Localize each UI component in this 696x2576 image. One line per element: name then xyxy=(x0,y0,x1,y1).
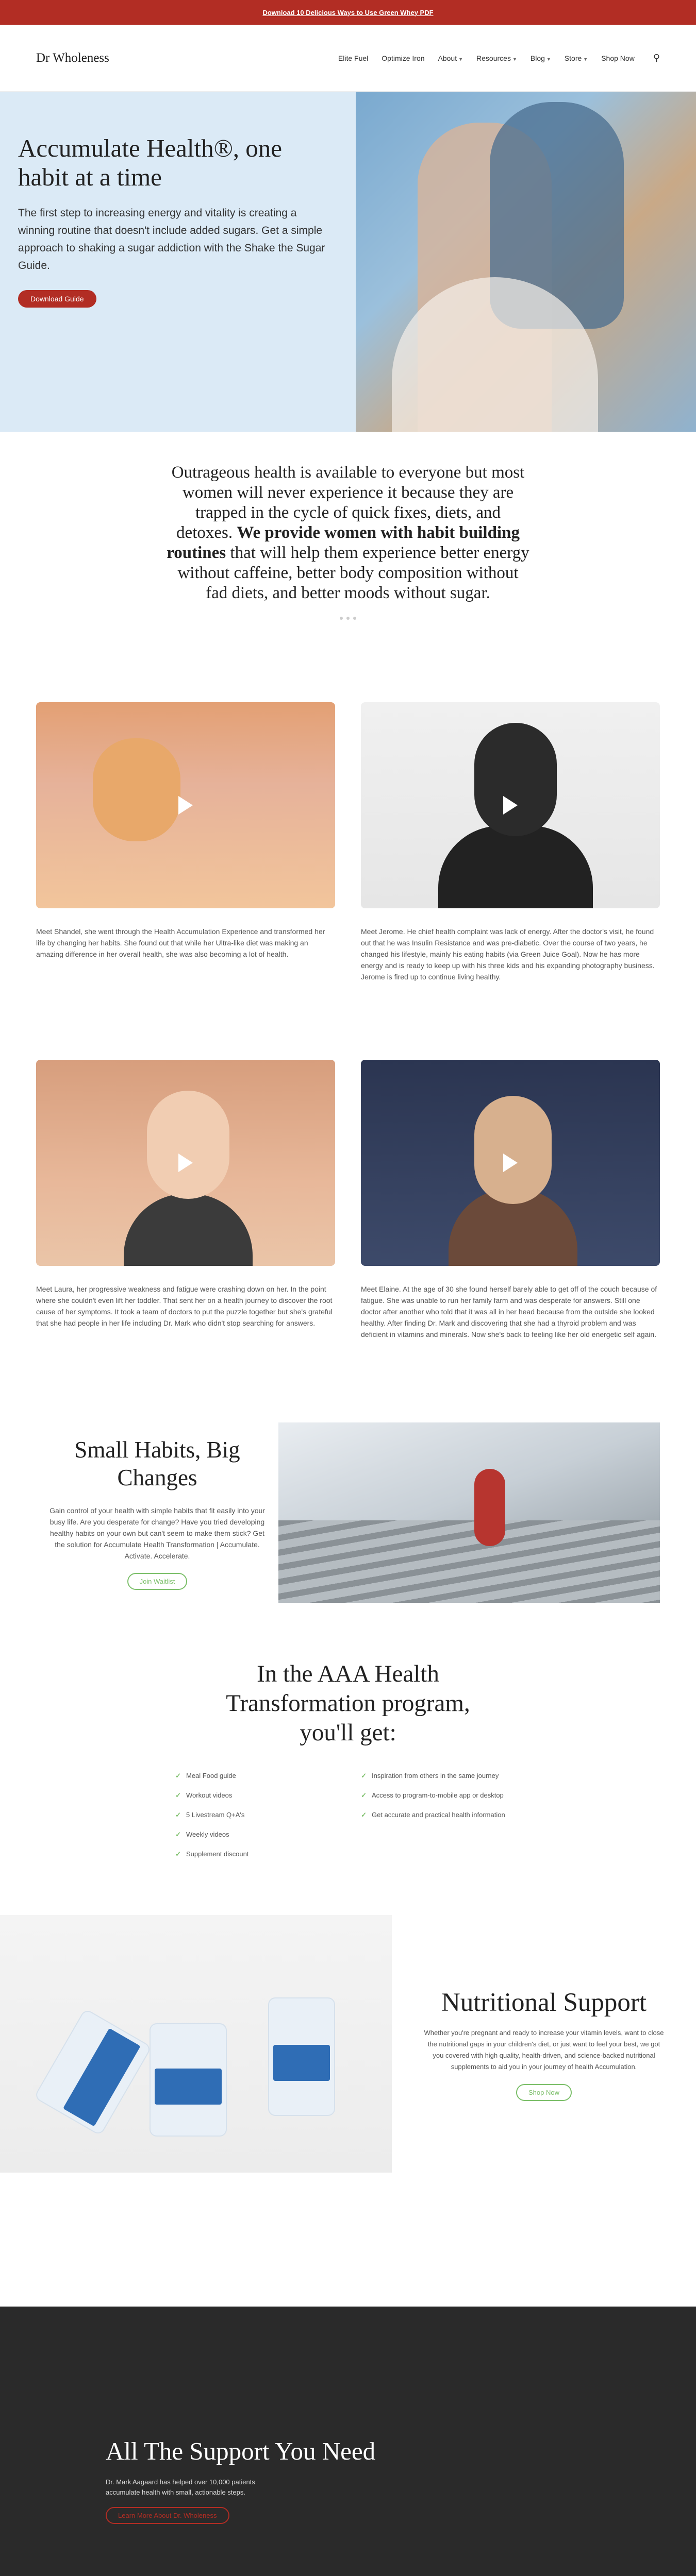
join-waitlist-button[interactable]: Join Waitlist xyxy=(127,1573,188,1590)
feature-item xyxy=(353,1790,528,1801)
testimonial-video[interactable] xyxy=(36,702,335,908)
check-icon: ✓ xyxy=(361,1811,367,1819)
feature-item xyxy=(168,1849,343,1859)
habits-text: Gain control of your health with simple habits that fit easily into your busy life. Are you desperate for change? Have you tried developing healthy habits on your own but can't seem to make them stick? Get the solution for Accumulate Health Transformation | Accumulate. Activate. Accelerate. xyxy=(49,1506,265,1560)
nav-item-label: About xyxy=(438,54,457,62)
testimonial-text: Meet Laura, her progressive weakness and fatigue were crashing down on her. In the point where she couldn't even lift her toddler. That sent her on a health journey to discover the root cause of her symptoms. It took a team of doctors to put the puzzle together but she's grateful that she had people in her life including Dr. Mark who didn't stop searching for answers. xyxy=(36,1285,333,1327)
chevron-down-icon: ▼ xyxy=(583,56,588,62)
testimonial-text: Meet Elaine. At the age of 30 she found herself barely able to get off of the couch because of fatigue. She was unable to run her family farm and was desperate for answers. Still one doctor after another who told that it was all in her head because from the outside she looked healthy. After finding Dr. Mark and discovering that she had a thyroid problem and was deficient in vitamins and minerals. Now she's back to feeling like her old energetic self again. xyxy=(361,1285,657,1338)
video-thumbnail xyxy=(93,738,180,841)
photo-runner xyxy=(474,1469,505,1546)
testimonial-text: Meet Jerome. He chief health complaint was lack of energy. After the doctor's visit, he found out that he was Insulin Resistance and was pre-diabetic. Over the course of two years, he changed his lifestyle, mainly his eating habits (via Green Juice Goal). Now he has more energy and is ready to keep up with his three kids and his expanding photography business. Jerome is fired up to continue living healthy. xyxy=(361,927,655,981)
feature-label: Get accurate and practical health information xyxy=(372,1811,505,1819)
nav-item-elite-fuel[interactable]: Elite Fuel xyxy=(338,54,369,62)
intro-emphasis: We provide women with habit building routines xyxy=(167,523,520,562)
testimonial-video[interactable] xyxy=(361,702,660,908)
supplements-photo xyxy=(0,1915,392,2173)
testimonial-text: Meet Shandel, she went through the Health Accumulation Experience and transformed her life by changing her habits. She found out that while her Ultra-like diet was making an amazing difference in her overall health, she was also becoming a lot of health. xyxy=(36,927,325,958)
intro-text: that will help them experience better energy without caffeine, better body composition without fad diets, and better moods without sugar. xyxy=(177,544,529,602)
program-title: In the AAA Health Transformation program, you'll get: xyxy=(226,1660,470,1746)
runner-photo xyxy=(278,1422,660,1603)
feature-column-right xyxy=(353,1771,528,1869)
habits-title: Small Habits, Big Changes xyxy=(74,1436,240,1490)
feature-item xyxy=(168,1810,343,1820)
feature-label: Workout videos xyxy=(186,1791,233,1799)
support-text: Dr. Mark Aagaard has helped over 10,000 patients accumulate health with small, actionable steps. xyxy=(106,2478,255,2496)
play-icon[interactable] xyxy=(503,796,518,815)
main-nav xyxy=(338,53,660,63)
check-icon: ✓ xyxy=(175,1791,181,1799)
nav-item-shop-now[interactable]: Shop Now xyxy=(601,54,635,62)
shop-now-button[interactable]: Shop Now xyxy=(516,2084,572,2101)
nav-item-label: Resources xyxy=(476,54,511,62)
announcement-bar xyxy=(0,0,696,25)
dot xyxy=(340,617,343,620)
testimonial-card xyxy=(36,1060,335,1340)
support-title: All The Support You Need xyxy=(106,2437,376,2465)
testimonial-card xyxy=(361,702,660,982)
feature-label: Meal Food guide xyxy=(186,1772,236,1780)
nav-item-optimize-iron[interactable]: Optimize Iron xyxy=(382,54,425,62)
intro-text: Outrageous health is available to everyone but most women will never experience it because they are trapped in the cycle of quick fixes, diets, and detoxes. xyxy=(171,463,525,542)
play-icon[interactable] xyxy=(503,1154,518,1172)
feature-item xyxy=(168,1771,343,1781)
check-icon: ✓ xyxy=(175,1772,181,1780)
support-section xyxy=(0,2307,696,2576)
testimonial-video[interactable] xyxy=(36,1060,335,1266)
photo-stairs xyxy=(278,1520,660,1603)
hero-section xyxy=(0,92,696,432)
site-logo[interactable]: Dr Wholeness xyxy=(36,50,109,65)
habits-content xyxy=(36,1436,278,1590)
nav-item-about[interactable] xyxy=(438,54,463,62)
bottle-label xyxy=(63,2028,141,2127)
supplement-bottle xyxy=(268,1997,335,2116)
habits-section xyxy=(0,1422,696,1603)
chevron-down-icon: ▼ xyxy=(512,56,517,62)
site-header xyxy=(0,25,696,92)
feature-label: Supplement discount xyxy=(186,1850,249,1858)
testimonial-video[interactable] xyxy=(361,1060,660,1266)
play-icon[interactable] xyxy=(178,1154,193,1172)
intro-statement xyxy=(167,463,530,603)
video-thumbnail xyxy=(124,1194,253,1266)
feature-label: 5 Livestream Q+A's xyxy=(186,1811,245,1819)
check-icon: ✓ xyxy=(175,1811,181,1819)
hero-content xyxy=(0,92,356,432)
search-icon[interactable]: ⚲ xyxy=(653,53,660,63)
feature-label: Access to program-to-mobile app or desktop xyxy=(372,1791,504,1799)
feature-list xyxy=(168,1771,528,1869)
nutrition-content xyxy=(392,1987,696,2101)
video-thumbnail xyxy=(474,1096,552,1204)
dot xyxy=(346,617,350,620)
nav-item-blog[interactable] xyxy=(531,54,551,62)
nav-item-store[interactable] xyxy=(565,54,588,62)
feature-item xyxy=(353,1810,528,1820)
feature-item xyxy=(168,1829,343,1840)
testimonial-card xyxy=(36,702,335,982)
download-guide-button[interactable]: Download Guide xyxy=(18,290,96,308)
nutrition-text: Whether you're pregnant and ready to increase your vitamin levels, want to close the nutritional gaps in your children's diet, or just want to feel your best, we got you covered with high quality, health-driven, and science-backed nutritional supplements to aid you in your journey of health Accumulation. xyxy=(424,2028,664,2071)
program-section xyxy=(0,1659,696,1869)
hero-title: Accumulate Health®, one habit at a time xyxy=(18,134,283,191)
video-thumbnail xyxy=(438,826,593,908)
bottle-label xyxy=(273,2045,330,2081)
feature-label: Weekly videos xyxy=(186,1831,229,1838)
bottle-label xyxy=(155,2069,222,2105)
check-icon: ✓ xyxy=(175,1850,181,1858)
feature-label: Inspiration from others in the same journey xyxy=(372,1772,499,1780)
supplement-bottle xyxy=(34,2008,152,2136)
nutrition-title: Nutritional Support xyxy=(441,1988,647,2017)
video-thumbnail xyxy=(474,723,557,836)
feature-column-left xyxy=(168,1771,343,1869)
nutrition-section xyxy=(0,1915,696,2173)
dot xyxy=(353,617,356,620)
testimonial-card xyxy=(361,1060,660,1340)
learn-more-button[interactable]: Learn More About Dr. Wholeness xyxy=(106,2507,229,2524)
check-icon: ✓ xyxy=(361,1791,367,1799)
nav-item-resources[interactable] xyxy=(476,54,517,62)
nav-item-label: Store xyxy=(564,54,582,62)
chevron-down-icon: ▼ xyxy=(458,56,463,62)
hero-family-photo xyxy=(356,92,696,432)
feature-item xyxy=(168,1790,343,1801)
hero-text: The first step to increasing energy and vitality is creating a winning routine that doesn't include added sugars. Get a simple approach to shaking a sugar addiction with the Shake the Sugar Guide. xyxy=(18,207,325,272)
testimonials-grid xyxy=(0,620,696,1417)
feature-item xyxy=(353,1771,528,1781)
check-icon: ✓ xyxy=(361,1772,367,1780)
intro-section xyxy=(0,432,696,620)
play-icon[interactable] xyxy=(178,796,193,815)
nav-item-label: Blog xyxy=(530,54,545,62)
video-thumbnail xyxy=(147,1091,229,1199)
check-icon: ✓ xyxy=(175,1831,181,1838)
supplement-bottle xyxy=(150,2023,227,2137)
chevron-down-icon: ▼ xyxy=(546,56,551,62)
announcement-link[interactable]: Download 10 Delicious Ways to Use Green Whey PDF xyxy=(262,8,434,16)
